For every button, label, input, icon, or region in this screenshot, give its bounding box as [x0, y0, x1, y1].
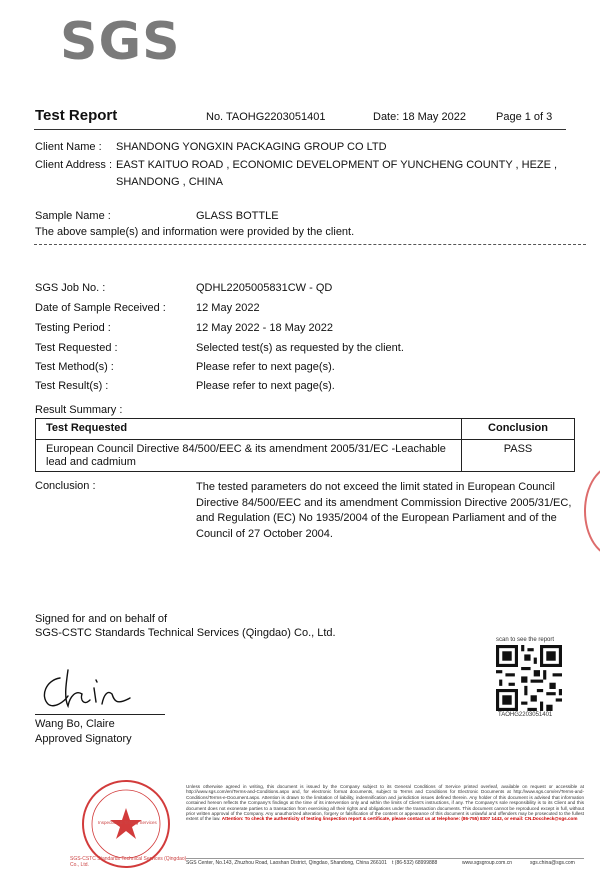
client-name-value: SHANDONG YONGXIN PACKAGING GROUP CO LTD: [116, 141, 387, 153]
footer-divider: [186, 858, 584, 859]
conclusion-text: The tested parameters do not exceed the limit stated in European Council Directive 84/500/EEC and its amendment Commission Directive 2005/31/EC, and Regulation (EC) No 1935/2004 of the European Parliament and of the Council of 27 October 2004.: [196, 481, 572, 540]
sample-note: The above sample(s) and information were provided by the client.: [35, 226, 355, 238]
client-name-label: Client Name :: [35, 141, 102, 153]
received-label: Date of Sample Received :: [35, 302, 166, 314]
job-label: SGS Job No. :: [35, 282, 106, 294]
method-value: Please refer to next page(s).: [196, 361, 335, 373]
table-header-row: [36, 419, 575, 440]
footer-email: sgs.china@sgs.com: [530, 860, 575, 866]
signature-line: [35, 714, 165, 715]
sample-name-label: Sample Name :: [35, 210, 111, 222]
footer-web: www.sgsgroup.com.cn: [462, 860, 513, 866]
terms-text: Unless otherwise agreed in writing, this document is issued by the Company subject to its General Conditions of Service printed overleaf, available on request or accessible at http://www.sgs.com/en/Terms-and-Conditions.aspx and, for electronic format documents, subject to Terms and Conditions for Electronic Documents at http://www.sgs.com/en/Terms-and-Conditions/Terms-e-Document.aspx. Attention is drawn to the limitation of liability, indemnification and jurisdiction issues defined therein. Any holder of this document is advised that information contained hereon reflects the Company's findings at the time of its intervention only and within the limits of Client's instructions, if any. The Company's sole responsibility is to its Client and this document does not exonerate parties to a transaction from exercising all their rights and obligations under the transaction documents. This document cannot be reproduced except in full, without prior written approval of the Company. Any unauthorized alteration, forgery or falsification of the content or appearance of this document is unlawful and offenders may be prosecuted to the fullest extent of the law.: [186, 784, 584, 822]
method-label: Test Method(s) :: [35, 361, 114, 373]
title-divider: [34, 129, 566, 130]
seal-subtext: Inspection & Testing Services: [98, 820, 157, 825]
header-test-requested: Test Requested: [36, 419, 462, 440]
page-info: Page 1 of 3: [496, 111, 553, 123]
row-conclusion: PASS: [462, 440, 575, 472]
terms-fine-print: [186, 784, 584, 822]
attention-text: Attention: To check the authenticity of testing /inspection report & certificate, please contact us at telephone: (86-755) 8307 1443, or email: CN.Doccheck@sgs.com: [221, 816, 578, 822]
conclusion-label: Conclusion :: [35, 480, 96, 492]
job-value: QDHL2205005831CW - QD: [196, 282, 333, 294]
result-value: Please refer to next page(s).: [196, 380, 335, 392]
requested-label: Test Requested :: [35, 342, 118, 354]
seal-text: SGS-CSTC Standards Technical Services (Qingdao) Co., Ltd.: [70, 856, 187, 868]
period-value: 12 May 2022 - 18 May 2022: [196, 322, 333, 334]
sample-name-value: GLASS BOTTLE: [196, 210, 279, 222]
qr-report-code: TAOHG2203051401: [498, 712, 553, 718]
report-title: Test Report: [35, 107, 118, 124]
signer-role: Approved Signatory: [35, 733, 132, 745]
signed-line1: Signed for and on behalf of: [35, 613, 168, 625]
footer-phone: t (86-532) 68999888: [392, 860, 438, 866]
signature-handwriting: [38, 666, 138, 712]
requested-value: Selected test(s) as requested by the client.: [196, 342, 404, 354]
client-address-line2: SHANDONG , CHINA: [116, 176, 223, 188]
section-divider: [34, 244, 586, 245]
table-row: [36, 440, 575, 472]
period-label: Testing Period :: [35, 322, 111, 334]
sgs-logo: SGS: [60, 12, 181, 72]
client-address-label: Client Address :: [35, 159, 113, 171]
signed-line2: SGS-CSTC Standards Technical Services (Qingdao) Co., Ltd.: [35, 627, 336, 639]
received-value: 12 May 2022: [196, 302, 260, 314]
qr-code-icon[interactable]: [496, 645, 562, 711]
report-date: Date: 18 May 2022: [373, 111, 466, 123]
qr-caption: scan to see the report: [496, 637, 555, 643]
report-number: No. TAOHG2203051401: [206, 111, 326, 123]
result-summary-table: [35, 418, 575, 472]
result-label: Test Result(s) :: [35, 380, 109, 392]
result-summary-label: Result Summary :: [35, 404, 123, 416]
seal-stamp-partial: [584, 464, 600, 558]
client-address-line1: EAST KAITUO ROAD , ECONOMIC DEVELOPMENT OF YUNCHENG COUNTY , HEZE ,: [116, 159, 558, 171]
footer-address: SGS Center, No.143, Zhuzhou Road, Laoshan District, Qingdao, Shandong, China 266101: [186, 860, 387, 866]
row-test-requested: European Council Directive 84/500/EEC & its amendment 2005/31/EC -Leachable lead and cadmium: [36, 440, 462, 472]
signer-name: Wang Bo, Claire: [35, 718, 115, 730]
header-conclusion: Conclusion: [462, 419, 575, 440]
